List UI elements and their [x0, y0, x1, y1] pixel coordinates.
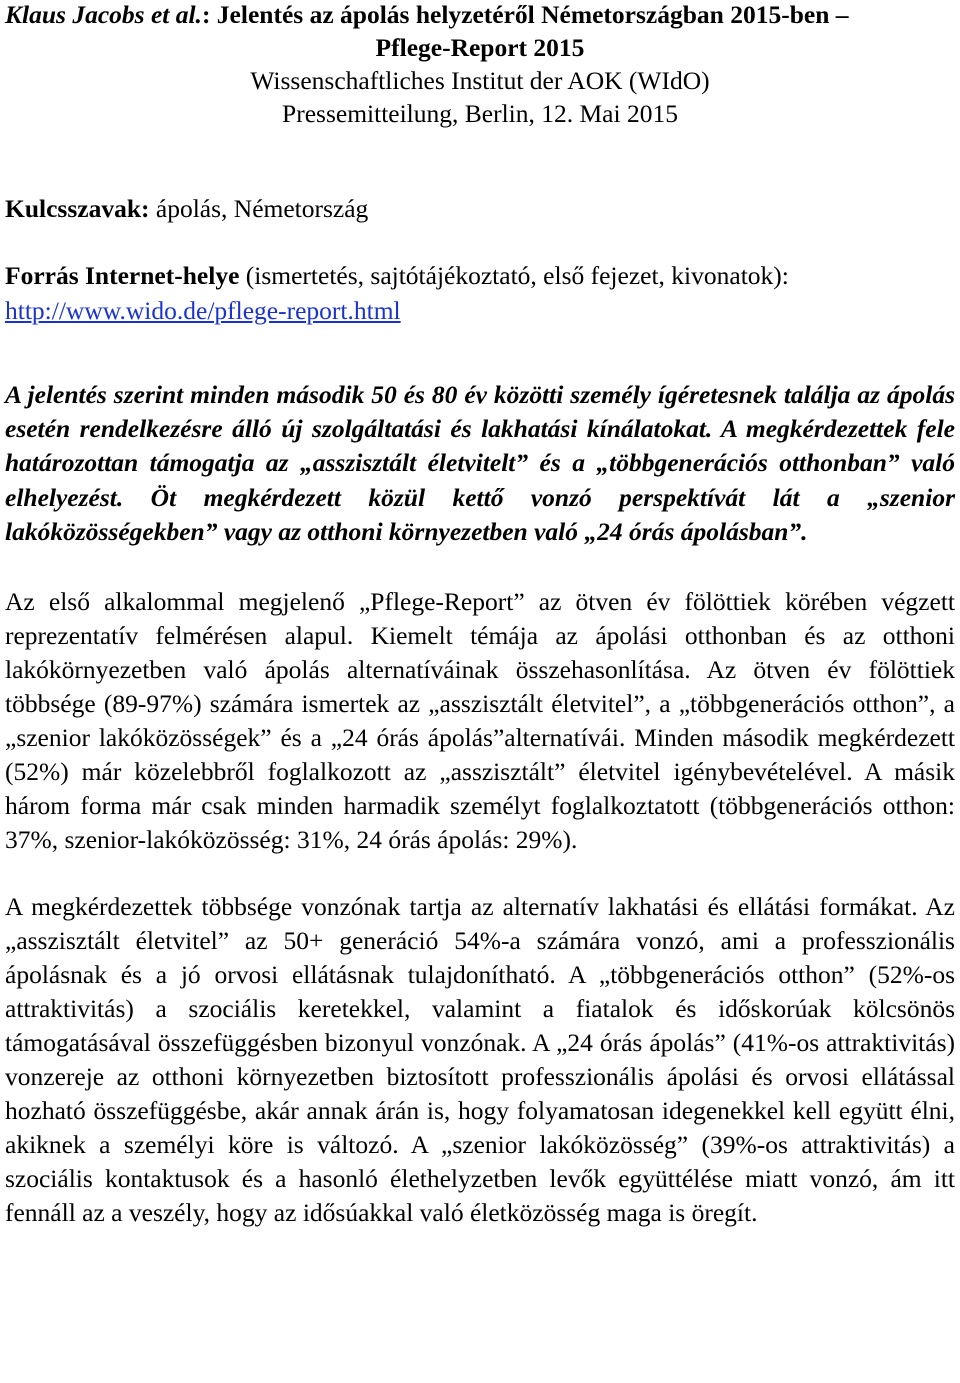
header-report-name: Pflege-Report 2015 [375, 33, 585, 62]
keywords-value: ápolás, Németország [149, 194, 369, 223]
source-description: (ismertetés, sajtótájékoztató, első fejezet, kivonatok): [239, 261, 789, 290]
source-line [5, 258, 955, 293]
header-author: Klaus Jacobs et al. [5, 0, 202, 29]
header-institute: Wissenschaftliches Institut der AOK (WIdO) [250, 66, 710, 95]
keywords-line [5, 191, 955, 226]
lead-paragraph: A jelentés szerint minden második 50 és 80 év közötti személy ígéretesnek találja az ápolás esetén rendelkezésre álló új szolgáltatási és lakhatási kínálatokat. A megkérdezettek fele határozottan támogatja az „asszisztált életvitelt” és a „többgenerációs otthonban” való elhelyezést. Öt megkérdezett közül kettő vonzó perspektívát lát a „szenior lakóközösségekben” vagy az otthoni környezetben való „24 órás ápolásban”. [5, 380, 955, 546]
source-link[interactable]: http://www.wido.de/pflege-report.html [5, 296, 401, 325]
body-paragraph-2: A megkérdezettek többsége vonzónak tartja az alternatív lakhatási és ellátási formákat. Az „asszisztált életvitel” az 50+ generáció 54%-a számára vonzó, ami a professzionális ápolásnak és a jó orvosi ellátásnak tulajdonítható. A „többgenerációs otthon” (52%-os attraktivitás) a szociális keretekkel, valamint a fiatalok és időskorúak kölcsönös támogatásával összefüggésben bizonyul vonzónak. A „24 órás ápolás” (41%-os attraktivitás) vonzereje az otthoni környezetben biztosított professzionális ápolási és orvosi ellátással hozható összefüggésbe, akár annak árán is, hogy folyamatosan idegenekkel kell együtt élni, akiknek a személyi köre is változó. A „szenior lakóközösség” (39%-os attraktivitás) a szociális kontaktusok és a hasonló élethelyzetben levők együttélése miatt vonzó, ám itt fennáll az a veszély, hogy az idősúakkal való életközösség maga is öregít. [5, 892, 955, 1228]
header-title: : Jelentés az ápolás helyzetéről Németországban 2015-ben – [201, 0, 849, 29]
document-header [5, 0, 955, 130]
source-label: Forrás Internet-helye [5, 261, 240, 290]
body-paragraph-1: Az első alkalommal megjelenő „Pflege-Report” az ötven év fölöttiek körében végzett reprezentatív felmérésen alapul. Kiemelt témája az ápolási otthonban és az otthoni lakókörnyezetben való ápolás alternatíváinak összehasonlítása. Az ötven év fölöttiek többsége (89-97%) számára ismertek az „asszisztált életvitel”, a „többgenerációs otthon”, a „szenior lakóközösségek” és a „24 órás ápolás”alternatívái. Minden második megkérdezett (52%) már közelebbről foglalkozott az „asszisztált” életvitel igénybevételével. A másik három forma már csak minden harmadik személyt foglalkoztatott (többgenerációs otthon: 37%, szenior-lakóközösség: 31%, 24 órás ápolás: 29%). [5, 587, 955, 855]
source-block [5, 258, 955, 328]
header-press-release: Pressemitteilung, Berlin, 12. Mai 2015 [282, 99, 678, 128]
keywords-label: Kulcsszavak: [5, 194, 150, 223]
header-title-line [5, 0, 955, 31]
document-page [5, 0, 955, 1230]
